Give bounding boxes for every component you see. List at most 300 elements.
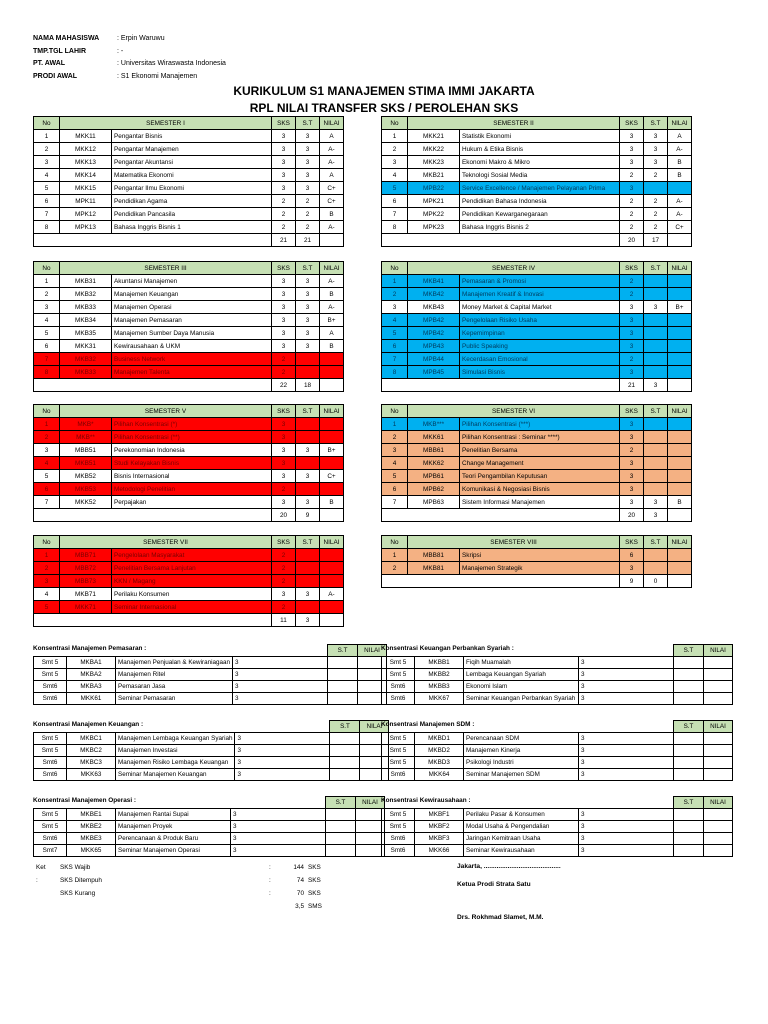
course-nilai [704,745,733,757]
konsentrasi-row [382,769,733,781]
col-header-nilai: NILAI [320,262,344,275]
course-code: MKB42 [408,288,460,301]
total-spacer [34,509,272,522]
course-sks: 3 [620,431,644,444]
course-sks: 3 [620,130,644,143]
semester-table [381,535,692,588]
semester-title: SEMESTER VIII [408,536,620,549]
course-row [34,143,344,156]
course-st [674,833,704,845]
course-nilai [668,418,692,431]
course-nilai [704,833,733,845]
course-name: Pendidikan Kewarganegaraan [460,208,620,221]
konsentrasi-row [34,745,389,757]
course-code: MPK21 [408,195,460,208]
course-nilai: A- [668,195,692,208]
konsentrasi-title: Konsentrasi Manajemen SDM : [381,721,475,728]
course-st [296,366,320,379]
konsentrasi-row [382,821,733,833]
course-name: Pendidikan Bahasa Indonesia [460,195,620,208]
course-nilai: A- [320,221,344,234]
course-name: Perencanaan & Produk Baru [116,833,231,845]
course-no: 5 [34,182,60,195]
col-header-st: S.T [644,262,668,275]
col-header-nilai: NILAI [668,405,692,418]
semester-title: SEMESTER V [60,405,272,418]
course-st: 3 [296,470,320,483]
course-st [674,657,704,669]
course-no: 7 [34,208,60,221]
course-no: 2 [382,143,408,156]
course-semester: Smt6 [34,681,67,693]
summary-value: 144 [293,864,304,871]
course-code: MKBD3 [415,757,464,769]
course-sks: 2 [620,195,644,208]
course-semester: Smt6 [382,845,415,857]
course-nilai: A [320,130,344,143]
total-st: 17 [644,234,668,247]
col-header-st: S.T [674,721,704,733]
course-sks: 2 [272,208,296,221]
course-code: MPK13 [60,221,112,234]
course-st [644,288,668,301]
course-st: 3 [296,327,320,340]
course-row [382,327,692,340]
course-st [328,693,358,705]
col-header-no: No [382,117,408,130]
semester-title: SEMESTER IV [408,262,620,275]
summary-label: Ket : [36,864,46,884]
course-sks: 3 [235,733,330,745]
course-sks: 3 [620,457,644,470]
course-code: MKB*** [408,418,460,431]
course-st: 2 [296,221,320,234]
konsentrasi-table [33,796,385,857]
semester-table [33,404,344,522]
course-name: Lembaga Keuangan Syariah [464,669,579,681]
course-nilai [668,431,692,444]
course-name: Psikologi Industri [464,757,579,769]
course-name: KKN / Magang [112,575,272,588]
course-sks: 3 [620,418,644,431]
course-row [382,366,692,379]
course-nilai: A- [668,143,692,156]
semester-table [381,116,692,247]
course-nilai [320,366,344,379]
course-st [644,431,668,444]
course-code: MKK62 [408,457,460,470]
course-st: 3 [296,275,320,288]
total-sks: 11 [272,614,296,627]
course-code: MKB34 [60,314,112,327]
course-row [382,275,692,288]
course-semester: Smt 5 [34,669,67,681]
info-value: : S1 Ekonomi Manajemen [117,72,198,80]
course-sks: 2 [272,221,296,234]
course-row [34,208,344,221]
course-code: MBB73 [60,575,112,588]
course-no: 7 [382,496,408,509]
course-row [34,156,344,169]
semester-table [381,261,692,392]
course-sks: 3 [233,693,328,705]
course-name: Pemasaran & Promosi [460,275,620,288]
course-name: Pengantar Manajemen [112,143,272,156]
course-no: 3 [382,156,408,169]
course-code: MKK67 [415,693,464,705]
col-header-nilai: NILAI [320,536,344,549]
course-sks: 3 [272,301,296,314]
course-semester: Smt6 [34,769,67,781]
col-header-no: No [34,262,60,275]
konsentrasi-row [34,669,387,681]
course-st [326,833,356,845]
course-name: Manajemen Ritel [116,669,233,681]
course-row [34,588,344,601]
course-nilai: B [320,208,344,221]
konsentrasi-row [382,745,733,757]
course-no: 4 [34,169,60,182]
sign-name: Drs. Rokhmad Slamet, M.M. [457,914,544,921]
summary-value: 3,5 [295,903,304,910]
course-nilai: A- [668,208,692,221]
col-header-nilai: NILAI [668,117,692,130]
course-no: 6 [34,483,60,496]
course-st [644,340,668,353]
course-nilai [320,562,344,575]
course-nilai [668,549,692,562]
course-name: Modal Usaha & Pengendalian [464,821,579,833]
semester-table [33,116,344,247]
course-code: MKK61 [67,693,116,705]
summary-colon: : [269,890,271,897]
course-sks: 2 [272,575,296,588]
course-st [674,821,704,833]
course-sks: 3 [620,156,644,169]
course-code: MPB42 [408,314,460,327]
course-code: MPK11 [60,195,112,208]
course-code: MKK31 [60,340,112,353]
course-name: Manajemen Proyek [116,821,231,833]
col-header-st: S.T [296,117,320,130]
course-row [382,288,692,301]
konsentrasi-row [382,733,733,745]
konsentrasi-table [33,644,387,705]
course-nilai [704,669,733,681]
course-nilai: B [320,340,344,353]
course-semester: Smt7 [34,845,67,857]
course-code: MPB44 [408,353,460,366]
course-nilai: A [320,169,344,182]
course-st [326,809,356,821]
course-row [34,314,344,327]
course-semester: Smt6 [382,769,415,781]
konsentrasi-row [34,821,385,833]
course-sks: 3 [231,845,326,857]
course-code: MBB81 [408,549,460,562]
course-name: Pilihan Konsentrasi : Seminar ****) [460,431,620,444]
course-code: MKK21 [408,130,460,143]
course-no: 7 [34,353,60,366]
info-label: PRODI AWAL [33,72,78,80]
course-sks: 3 [272,143,296,156]
course-st: 3 [296,301,320,314]
course-nilai [668,288,692,301]
course-sks: 3 [579,745,674,757]
course-semester: Smt6 [34,833,67,845]
course-sks: 3 [233,681,328,693]
course-code: MPB45 [408,366,460,379]
course-name: Bisnis Internasional [112,470,272,483]
course-sks: 3 [620,327,644,340]
course-nilai: A [320,327,344,340]
course-no: 1 [382,275,408,288]
summary-value: 70 [296,890,304,897]
course-semester: Smt6 [382,833,415,845]
col-header-nilai: NILAI [356,797,385,809]
konsentrasi-title: Konsentrasi Manajemen Keuangan : [33,721,144,728]
info-value: : Erpin Waruwu [117,35,165,42]
course-sks: 3 [620,366,644,379]
course-st: 3 [296,182,320,195]
col-header-nilai: NILAI [668,262,692,275]
course-st [296,483,320,496]
info-row [33,71,226,84]
total-row [382,509,692,522]
course-name: Manajemen Kreatif & Inovasi [460,288,620,301]
course-name: Pendidikan Agama [112,195,272,208]
course-code: MBB72 [60,562,112,575]
konsentrasi-row [34,657,387,669]
course-st [296,562,320,575]
course-nilai [704,845,733,857]
course-code: MKB53 [60,483,112,496]
course-name: Bahasa Inggris Bisnis 1 [112,221,272,234]
course-nilai: A- [320,143,344,156]
summary-name: SKS Ditempuh [60,877,102,884]
course-sks: 3 [620,314,644,327]
course-no: 1 [34,275,60,288]
semester-table [33,535,344,627]
course-sks: 3 [620,483,644,496]
course-code: MKK14 [60,169,112,182]
course-no: 5 [382,470,408,483]
col-header-sks: SKS [620,262,644,275]
summary-name: SKS Wajib [60,864,91,871]
course-st: 3 [296,143,320,156]
course-sks: 3 [272,288,296,301]
konsentrasi-row [34,833,385,845]
konsentrasi-row [34,733,389,745]
course-no: 2 [382,562,408,575]
summary-unit: SKS [308,890,321,897]
course-sks: 3 [579,733,674,745]
konsentrasi-row [34,769,389,781]
konsentrasi-row [382,757,733,769]
course-sks: 2 [272,366,296,379]
course-name: Jaringan Kemitraan Usaha [464,833,579,845]
course-no: 4 [382,314,408,327]
course-no: 7 [382,208,408,221]
course-name: Hukum & Etika Bisnis [460,143,620,156]
course-code: MKBB3 [415,681,464,693]
course-row [34,301,344,314]
course-no: 7 [34,496,60,509]
course-row [34,431,344,444]
course-no: 4 [382,169,408,182]
course-st [644,366,668,379]
course-st [644,549,668,562]
course-row [34,327,344,340]
course-sks: 3 [272,182,296,195]
course-name: Matematika Ekonomi [112,169,272,182]
col-header-st: S.T [296,536,320,549]
total-sks: 20 [272,509,296,522]
course-sks: 2 [272,562,296,575]
total-sks: 9 [620,575,644,588]
course-row [382,221,692,234]
course-nilai [668,314,692,327]
col-header-st: S.T [326,797,356,809]
course-no: 6 [382,340,408,353]
course-st: 3 [296,288,320,301]
course-name: Money Market & Capital Market [460,301,620,314]
header-spacer [382,797,674,809]
course-row [34,275,344,288]
course-code: MKB52 [60,470,112,483]
course-code: MKBE2 [67,821,116,833]
course-row [34,418,344,431]
konsentrasi-table [381,796,733,857]
course-no: 4 [382,457,408,470]
course-nilai: C+ [320,195,344,208]
semester-title: SEMESTER II [408,117,620,130]
col-header-no: No [382,536,408,549]
course-nilai: B+ [320,444,344,457]
course-sks: 6 [620,549,644,562]
course-nilai: B [668,496,692,509]
course-name: Seminar Manajemen Keuangan [116,769,235,781]
course-name: Ekonomi Makro & Mikro [460,156,620,169]
course-code: MPK12 [60,208,112,221]
course-st: 2 [296,208,320,221]
col-header-sks: SKS [272,405,296,418]
course-sks: 3 [272,588,296,601]
course-st [326,845,356,857]
course-row [34,483,344,496]
course-name: Manajemen Risiko Lembaga Keuangan [116,757,235,769]
course-name: Fiqih Muamalah [464,657,579,669]
info-row [33,46,226,59]
course-st [644,353,668,366]
course-row [382,353,692,366]
course-nilai: A- [320,301,344,314]
course-name: Pengantar Akuntansi [112,156,272,169]
col-header-sks: SKS [620,536,644,549]
course-code: MKBF1 [415,809,464,821]
course-name: Skripsi [460,549,620,562]
course-sks: 3 [579,769,674,781]
course-st: 3 [296,588,320,601]
course-name: Perekonomian Indonesia [112,444,272,457]
course-sks: 3 [272,431,296,444]
course-nilai [320,418,344,431]
col-header-st: S.T [644,117,668,130]
course-nilai [320,353,344,366]
course-sks: 2 [272,483,296,496]
course-row [382,457,692,470]
course-row [382,549,692,562]
course-st: 3 [296,496,320,509]
course-name: Manajemen Pemasaran [112,314,272,327]
course-name: Service Excellence / Manajemen Pelayanan Prima [460,182,620,195]
course-code: MPB63 [408,496,460,509]
course-name: Penelitian Bersama Lanjutan [112,562,272,575]
total-st: 21 [296,234,320,247]
course-semester: Smt 5 [34,733,67,745]
course-nilai [704,821,733,833]
course-code: MKB31 [60,275,112,288]
total-nilai [320,234,344,247]
course-row [382,208,692,221]
course-semester: Smt 5 [34,809,67,821]
course-nilai [668,470,692,483]
course-no: 2 [382,431,408,444]
total-row [382,575,692,588]
course-row [34,182,344,195]
course-sks: 3 [272,496,296,509]
course-st [330,757,360,769]
course-no: 3 [382,301,408,314]
student-info [33,33,226,83]
course-nilai: C+ [668,221,692,234]
course-code: MKK63 [67,769,116,781]
course-st [644,483,668,496]
course-code: MPK23 [408,221,460,234]
summary-value: 74 [296,877,304,884]
course-nilai [668,562,692,575]
course-name: Perilaku Pasar & Konsumen [464,809,579,821]
course-nilai [704,809,733,821]
col-header-nilai: NILAI [668,536,692,549]
course-name: Kewirausahaan & UKM [112,340,272,353]
course-sks: 3 [272,275,296,288]
course-st [330,733,360,745]
course-name: Pengantar Bisnis [112,130,272,143]
course-name: Manajemen Rantai Supai [116,809,231,821]
header-spacer [34,645,328,657]
course-st: 2 [644,195,668,208]
course-no: 1 [382,549,408,562]
semester-title: SEMESTER VI [408,405,620,418]
course-code: MKK11 [60,130,112,143]
semester-title: SEMESTER I [60,117,272,130]
course-row [34,444,344,457]
total-sks: 21 [272,234,296,247]
konsentrasi-row [382,669,733,681]
total-sks: 20 [620,234,644,247]
summary-unit: SKS [308,864,321,871]
course-name: Pengelolaan Risiko Usaha [460,314,620,327]
course-name: Komunikasi & Negosiasi Bisnis [460,483,620,496]
course-sks: 2 [272,601,296,614]
course-no: 4 [34,457,60,470]
course-no: 4 [34,588,60,601]
course-no: 2 [34,431,60,444]
info-row [33,33,226,46]
total-nilai [320,614,344,627]
course-st: 2 [644,208,668,221]
